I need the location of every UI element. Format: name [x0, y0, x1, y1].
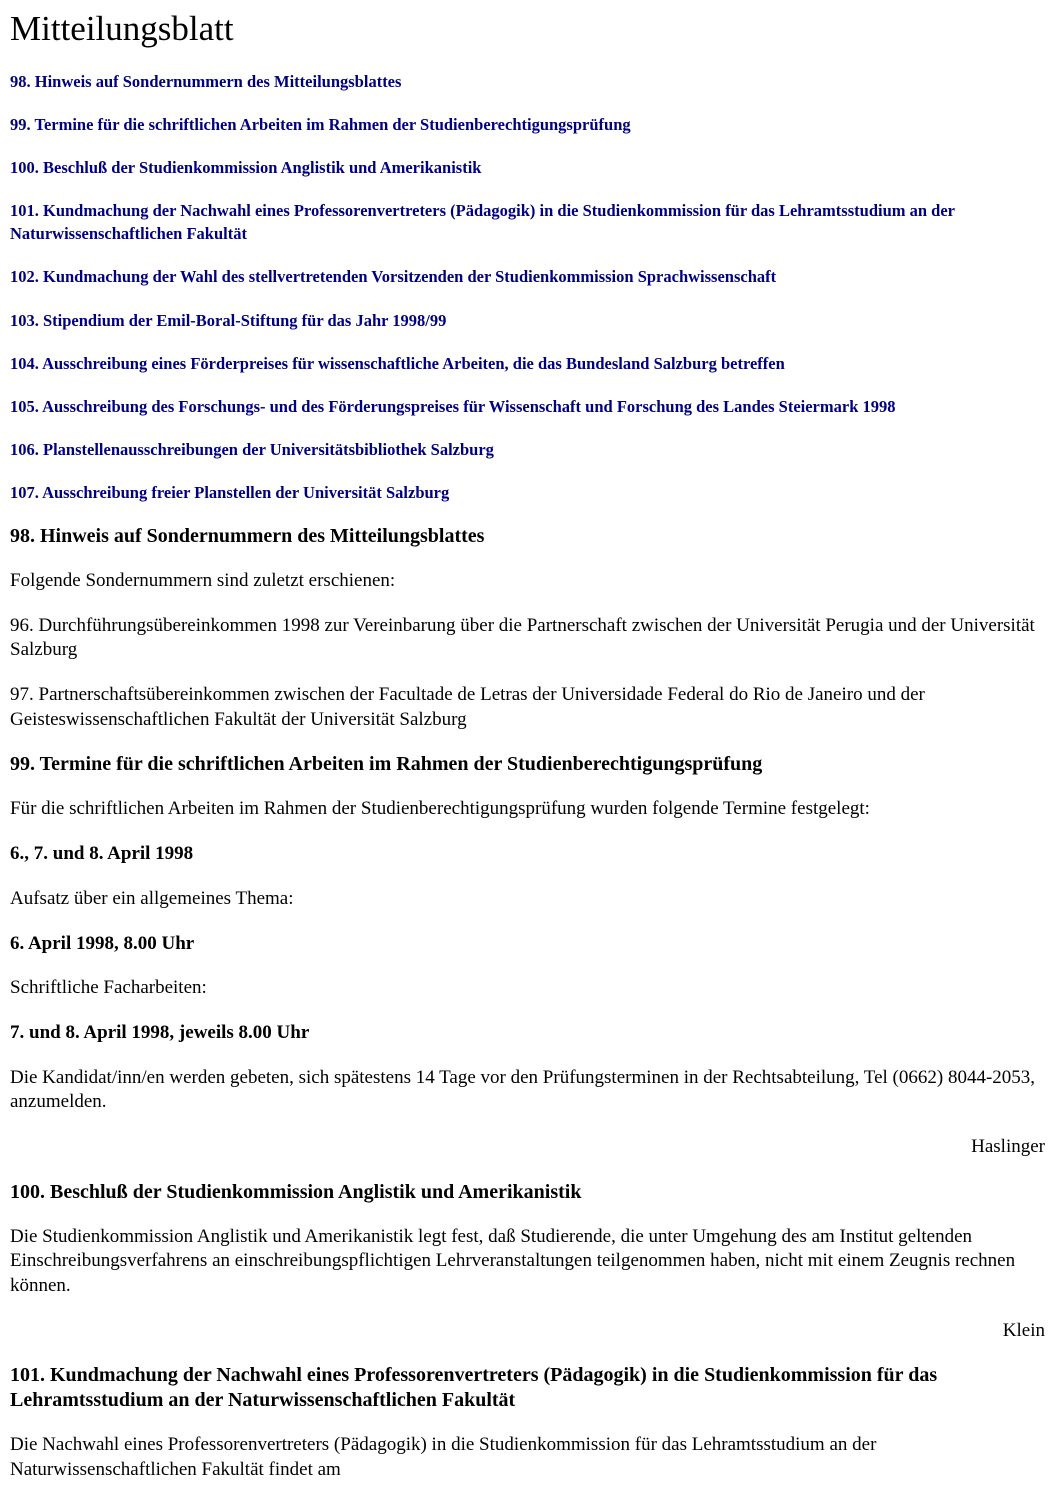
toc-link-105[interactable]: 105. Ausschreibung des Forschungs- und des Förderungspreises für Wissenschaft und Forschung des Landes Steiermark 1998 — [10, 396, 896, 416]
section-98-paragraph-1: Folgende Sondernummern sind zuletzt erschienen: — [10, 570, 396, 592]
toc-link-101[interactable]: 101. Kundmachung der Nachwahl eines Professorenvertreters (Pädagogik) in die Studienkommission für das Lehramtsstudium an der Naturwissenschaftlichen Fakultät — [10, 201, 955, 244]
section-98-heading: 98. Hinweis auf Sondernummern des Mitteilungsblattes — [10, 525, 485, 548]
toc-item — [10, 156, 1045, 179]
toc-link-106[interactable]: 106. Planstellenausschreibungen der Universitätsbibliothek Salzburg — [10, 439, 494, 459]
section-101-paragraph-1: Die Nachwahl eines Professorenvertreters (Pädagogik) in die Studienkommission für das Lehramtsstudium an der Naturwissenschaftlichen Fakultät findet am — [10, 1434, 877, 1481]
section-98 — [10, 524, 1045, 732]
toc-link-99[interactable]: 99. Termine für die schriftlichen Arbeiten im Rahmen der Studienberechtigungsprüfung — [10, 115, 631, 135]
toc-item — [10, 265, 1045, 288]
section-101 — [10, 1363, 1045, 1482]
section-99-date-1: 6., 7. und 8. April 1998 — [10, 843, 194, 865]
toc-link-104[interactable]: 104. Ausschreibung eines Förderpreises für wissenschaftliche Arbeiten, die das Bundesland Salzburg betreffen — [10, 353, 785, 373]
section-99-heading: 99. Termine für die schriftlichen Arbeiten im Rahmen der Studienberechtigungsprüfung — [10, 753, 763, 776]
table-of-contents — [10, 70, 1045, 504]
section-101-heading: 101. Kundmachung der Nachwahl eines Professorenvertreters (Pädagogik) in die Studienkommission für das Lehramtsstudium an der Naturwissenschaftlichen Fakultät — [10, 1364, 938, 1412]
toc-item — [10, 395, 1045, 418]
toc-item — [10, 438, 1045, 461]
toc-item — [10, 352, 1045, 375]
toc-link-107[interactable]: 107. Ausschreibung freier Planstellen der Universität Salzburg — [10, 482, 450, 502]
signature-haslinger: Haslinger — [971, 1135, 1045, 1157]
section-99-paragraph-4: Die Kandidat/inn/en werden gebeten, sich spätestens 14 Tage vor den Prüfungsterminen in der Rechtsabteilung, Tel (0662) 8044-2053, anzumelden. — [10, 1066, 1036, 1113]
section-99-paragraph-3: Schriftliche Facharbeiten: — [10, 977, 207, 999]
section-99-date-3: 7. und 8. April 1998, jeweils 8.00 Uhr — [10, 1021, 310, 1043]
toc-link-103[interactable]: 103. Stipendium der Emil-Boral-Stiftung für das Jahr 1998/99 — [10, 310, 447, 330]
toc-item — [10, 70, 1045, 93]
toc-link-100[interactable]: 100. Beschluß der Studienkommission Anglistik und Amerikanistik — [10, 158, 482, 178]
section-99 — [10, 752, 1045, 1159]
toc-link-98[interactable]: 98. Hinweis auf Sondernummern des Mitteilungsblattes — [10, 72, 402, 91]
toc-item — [10, 309, 1045, 332]
page-title: Mitteilungsblatt — [10, 9, 234, 48]
toc-item — [10, 113, 1045, 136]
section-98-paragraph-3: 97. Partnerschaftsübereinkommen zwischen der Facultade de Letras der Universidade Federal do Rio de Janeiro und der Geisteswissenschaftlichen Fakultät der Universität Salzburg — [10, 684, 925, 730]
section-100-paragraph-1: Die Studienkommission Anglistik und Amerikanistik legt fest, daß Studierende, die unter Umgehung des am Institut geltenden Einschreibungsverfahrens an einschreibungspflichtigen Lehrveranstaltungen teilgenommen haben, nicht mit einem Zeugnis rechnen können. — [10, 1225, 1016, 1297]
section-99-paragraph-1: Für die schriftlichen Arbeiten im Rahmen der Studienberechtigungsprüfung wurden folgende Termine festgelegt: — [10, 798, 870, 820]
section-100-heading: 100. Beschluß der Studienkommission Anglistik und Amerikanistik — [10, 1180, 582, 1203]
section-100 — [10, 1180, 1045, 1344]
toc-item — [10, 199, 1045, 245]
section-99-paragraph-2: Aufsatz über ein allgemeines Thema: — [10, 887, 294, 909]
toc-item — [10, 481, 1045, 504]
toc-link-102[interactable]: 102. Kundmachung der Wahl des stellvertretenden Vorsitzenden der Studienkommission Sprachwissenschaft — [10, 267, 777, 287]
section-99-date-2: 6. April 1998, 8.00 Uhr — [10, 932, 195, 954]
section-98-paragraph-2: 96. Durchführungsübereinkommen 1998 zur Vereinbarung über die Partnerschaft zwischen der Universität Perugia und der Universität Salzburg — [10, 614, 1035, 661]
signature-klein: Klein — [1002, 1319, 1045, 1341]
